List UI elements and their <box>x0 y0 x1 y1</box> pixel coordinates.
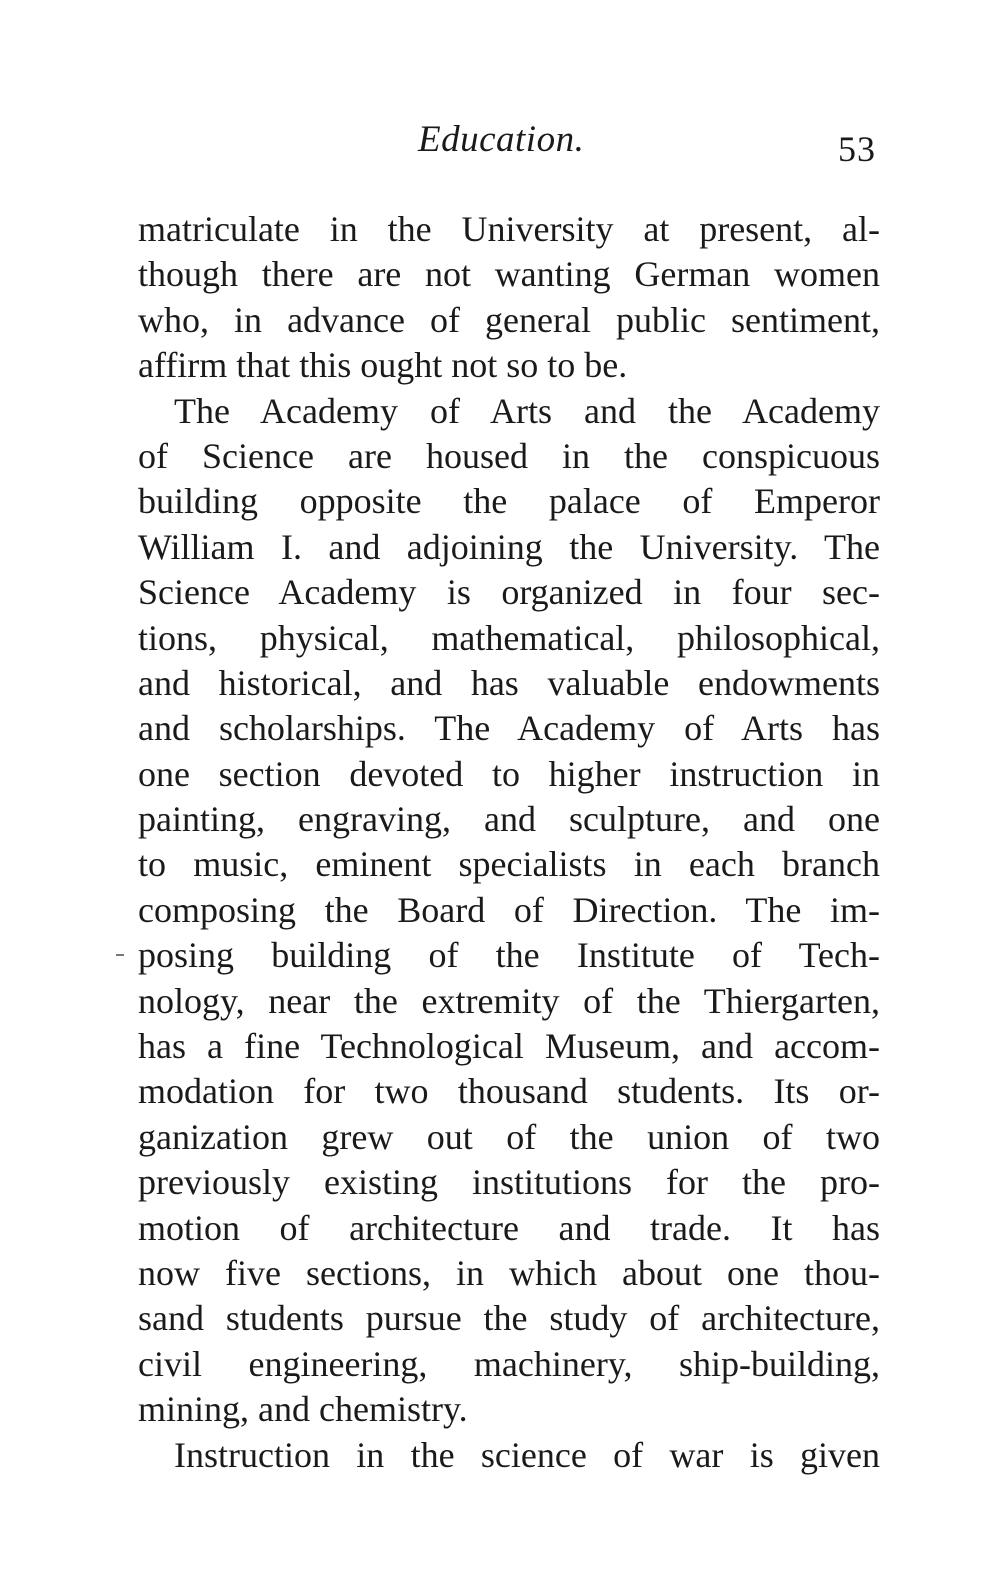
text-line: Instruction in the science of war is given <box>174 1434 880 1475</box>
text-line: ganization grew out of the union of two <box>138 1116 880 1157</box>
body-text <box>138 207 880 1478</box>
page-number: 53 <box>838 129 876 169</box>
text-line: though there are not wanting German women <box>138 254 880 295</box>
text-line: building opposite the palace of Emperor <box>138 481 880 522</box>
text-line: of Science are housed in the conspicuous <box>138 435 880 476</box>
text-line: and scholarships. The Academy of Arts has <box>138 708 880 749</box>
text-line: previously existing institutions for the pro- <box>138 1162 880 1203</box>
text-line: affirm that this ought not so to be. <box>138 345 628 386</box>
text-line: painting, engraving, and sculpture, and one <box>138 799 880 840</box>
text-line: composing the Board of Direction. The im- <box>138 889 880 930</box>
text-line: has a fine Technological Museum, and accom- <box>138 1026 880 1067</box>
text-line: motion of architecture and trade. It has <box>138 1207 880 1248</box>
text-line: now five sections, in which about one thou- <box>138 1252 880 1293</box>
text-line: posing building of the Institute of Tech- <box>138 935 880 976</box>
text-line: The Academy of Arts and the Academy <box>174 390 880 431</box>
text-line: who, in advance of general public sentiment, <box>138 299 880 340</box>
text-line: Science Academy is organized in four sec- <box>138 572 880 613</box>
text-line: sand students pursue the study of architecture, <box>138 1298 880 1339</box>
text-line: modation for two thousand students. Its or- <box>138 1071 880 1112</box>
running-title: Education. <box>418 119 585 160</box>
text-line: one section devoted to higher instruction in <box>138 753 880 794</box>
text-line: and historical, and has valuable endowments <box>138 662 880 703</box>
margin-mark <box>116 954 124 956</box>
text-line: mining, and chemistry. <box>138 1389 468 1430</box>
text-line: tions, physical, mathematical, philosophical, <box>138 617 880 658</box>
text-line: civil engineering, machinery, ship-building, <box>138 1343 880 1384</box>
text-line: William I. and adjoining the University. The <box>138 526 880 567</box>
text-line: matriculate in the University at present, al- <box>138 209 880 249</box>
text-line: to music, eminent specialists in each branch <box>138 844 880 885</box>
text-line: nology, near the extremity of the Thiergarten, <box>138 980 880 1021</box>
